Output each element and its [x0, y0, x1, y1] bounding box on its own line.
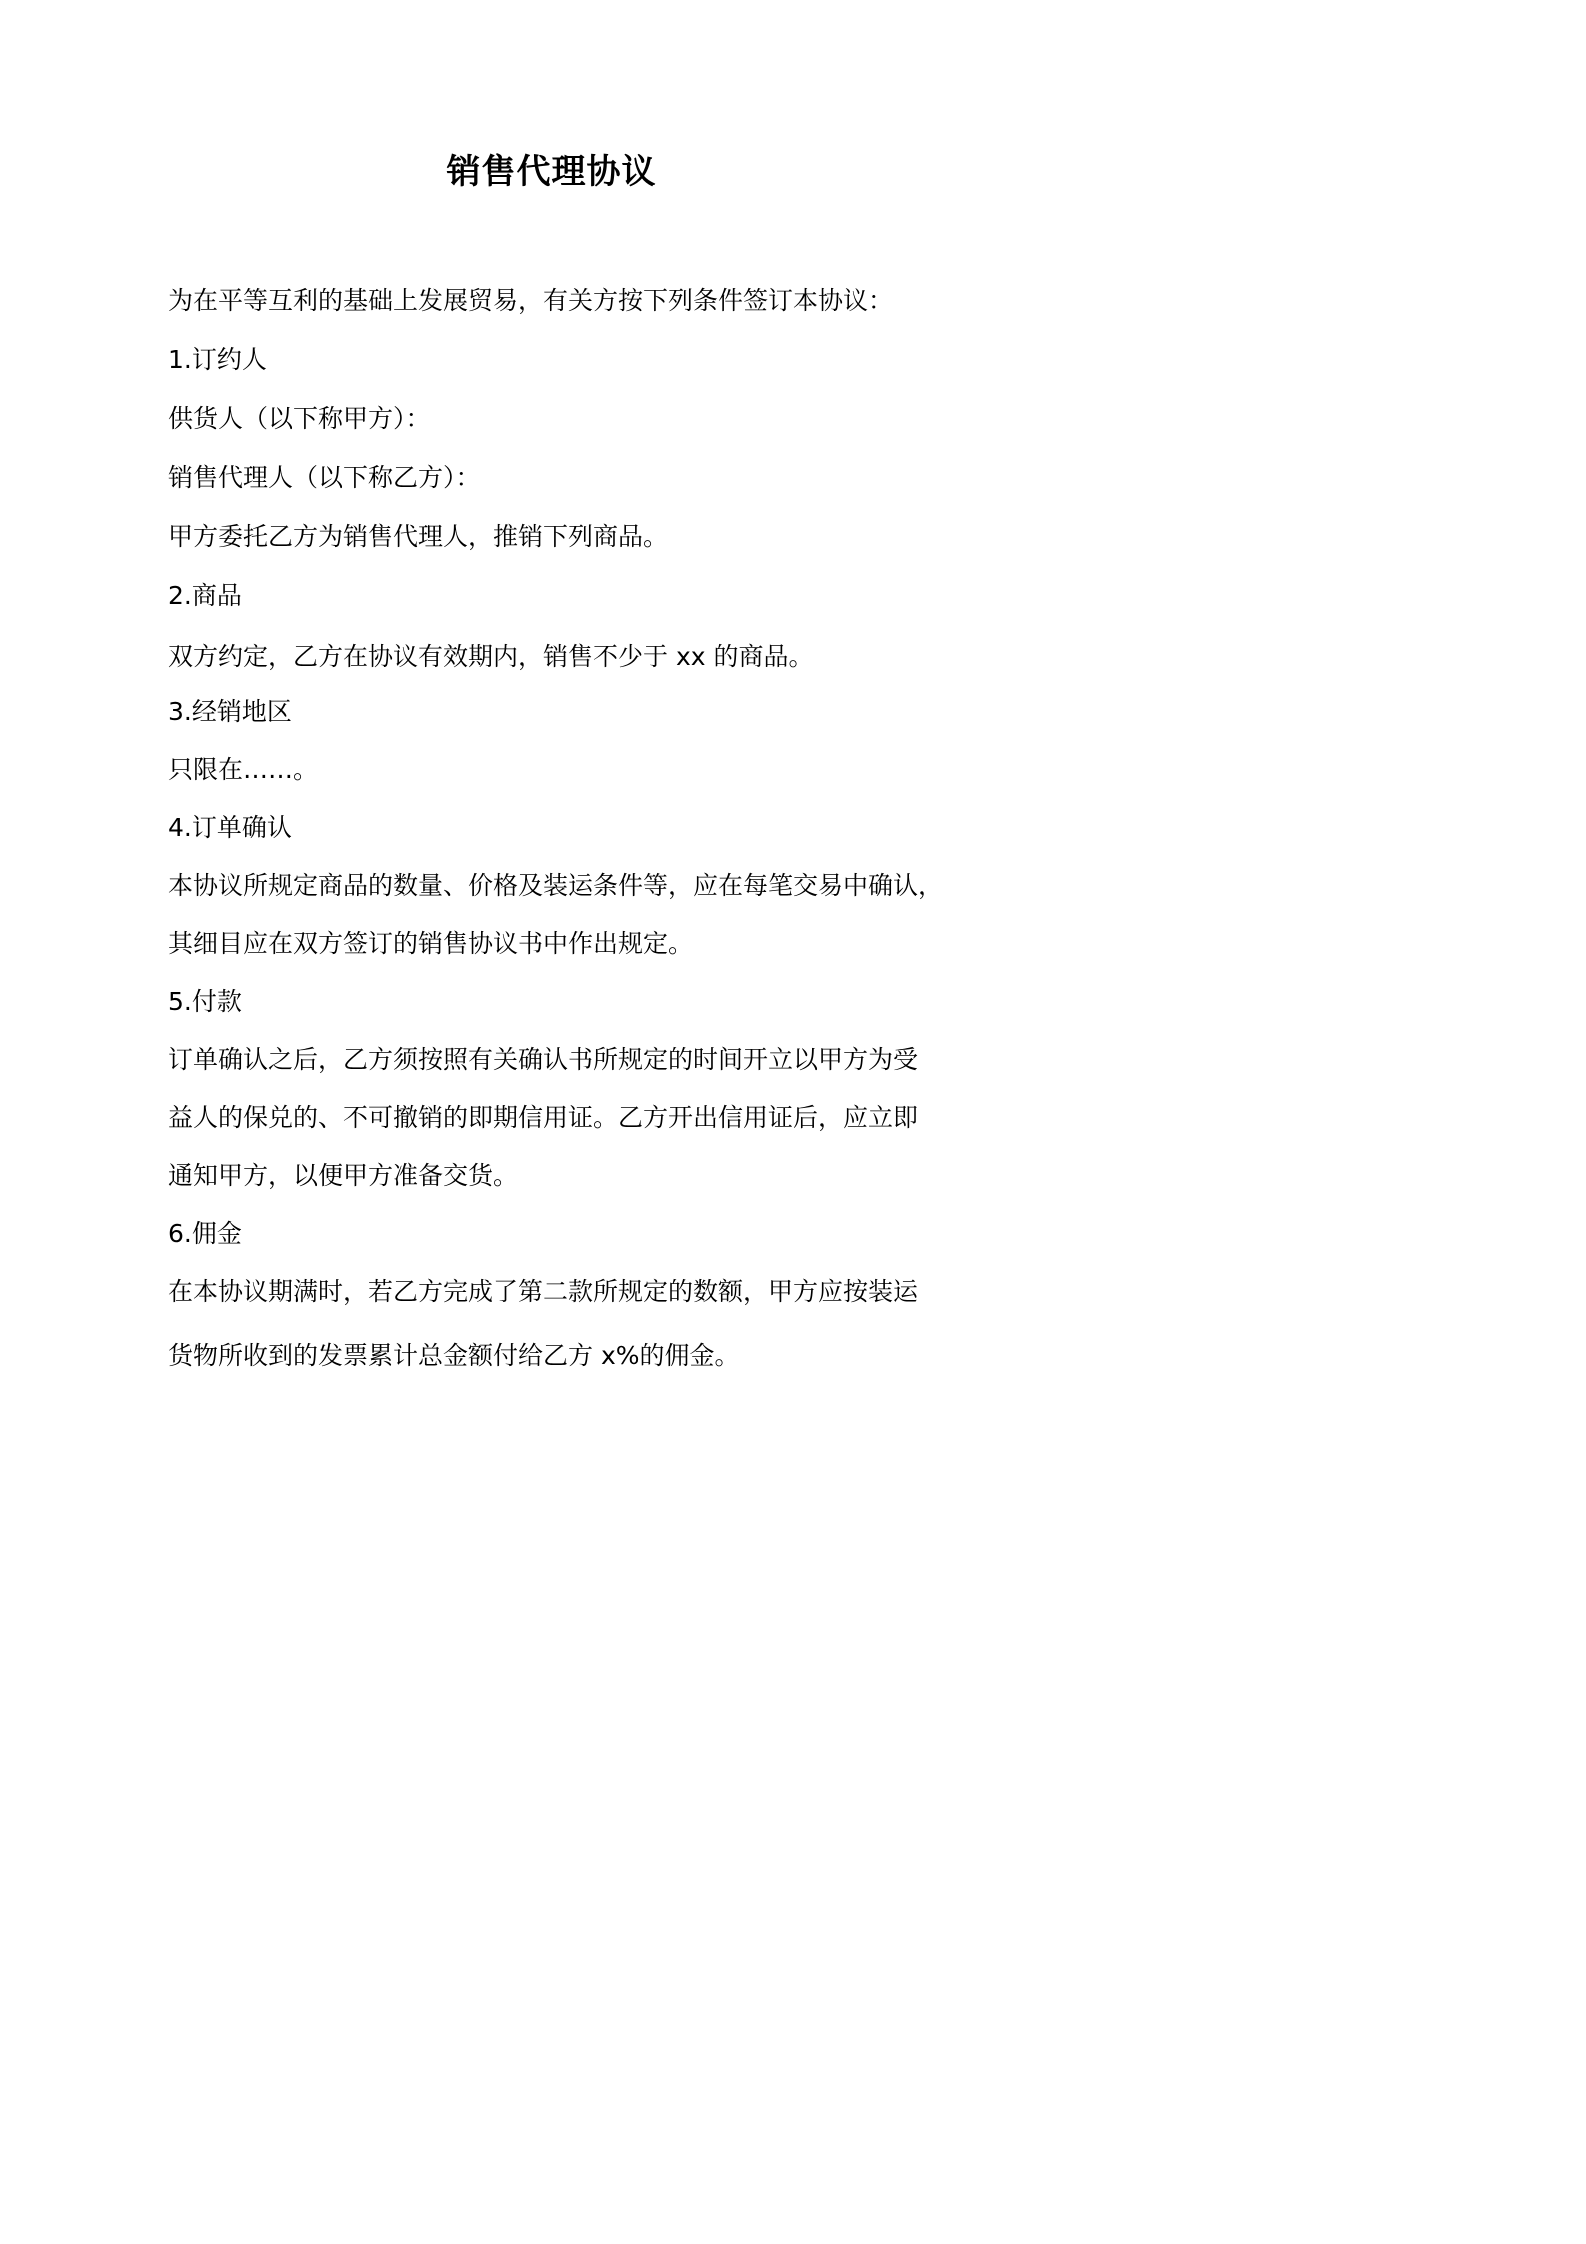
entrustment-line: 甲方委托乙方为销售代理人，推销下列商品。	[168, 522, 669, 551]
section-heading-parties: 1.订约人	[168, 345, 267, 374]
section-heading-order-confirmation: 4.订单确认	[168, 813, 292, 842]
payment-clause-line-2: 益人的保兑的、不可撤销的即期信用证。乙方开出信用证后，应立即	[168, 1103, 919, 1132]
payment-clause-line-3: 通知甲方，以便甲方准备交货。	[168, 1161, 519, 1190]
agent-line: 销售代理人（以下称乙方）：	[168, 463, 481, 492]
order-clause-line-2: 其细目应在双方签订的销售协议书中作出规定。	[168, 929, 694, 958]
territory-clause: 只限在……。	[168, 755, 319, 784]
document-title: 销售代理协议	[446, 152, 657, 192]
document-page	[0, 0, 1103, 1560]
commission-clause-line-1: 在本协议期满时，若乙方完成了第二款所规定的数额，甲方应按装运	[168, 1277, 919, 1306]
section-heading-payment: 5.付款	[168, 987, 242, 1016]
section-heading-territory: 3.经销地区	[168, 697, 292, 726]
goods-clause: 双方约定，乙方在协议有效期内，销售不少于 xx 的商品。	[168, 642, 814, 671]
section-heading-commission: 6.佣金	[168, 1219, 242, 1248]
supplier-line: 供货人（以下称甲方）：	[168, 404, 431, 433]
payment-clause-line-1: 订单确认之后，乙方须按照有关确认书所规定的时间开立以甲方为受	[168, 1045, 919, 1074]
commission-clause-line-2: 货物所收到的发票累计总金额付给乙方 x%的佣金。	[168, 1341, 740, 1370]
intro-paragraph: 为在平等互利的基础上发展贸易，有关方按下列条件签订本协议：	[168, 286, 894, 315]
order-clause-line-1: 本协议所规定商品的数量、价格及装运条件等，应在每笔交易中确认，	[168, 871, 944, 900]
section-heading-goods: 2.商品	[168, 581, 242, 610]
